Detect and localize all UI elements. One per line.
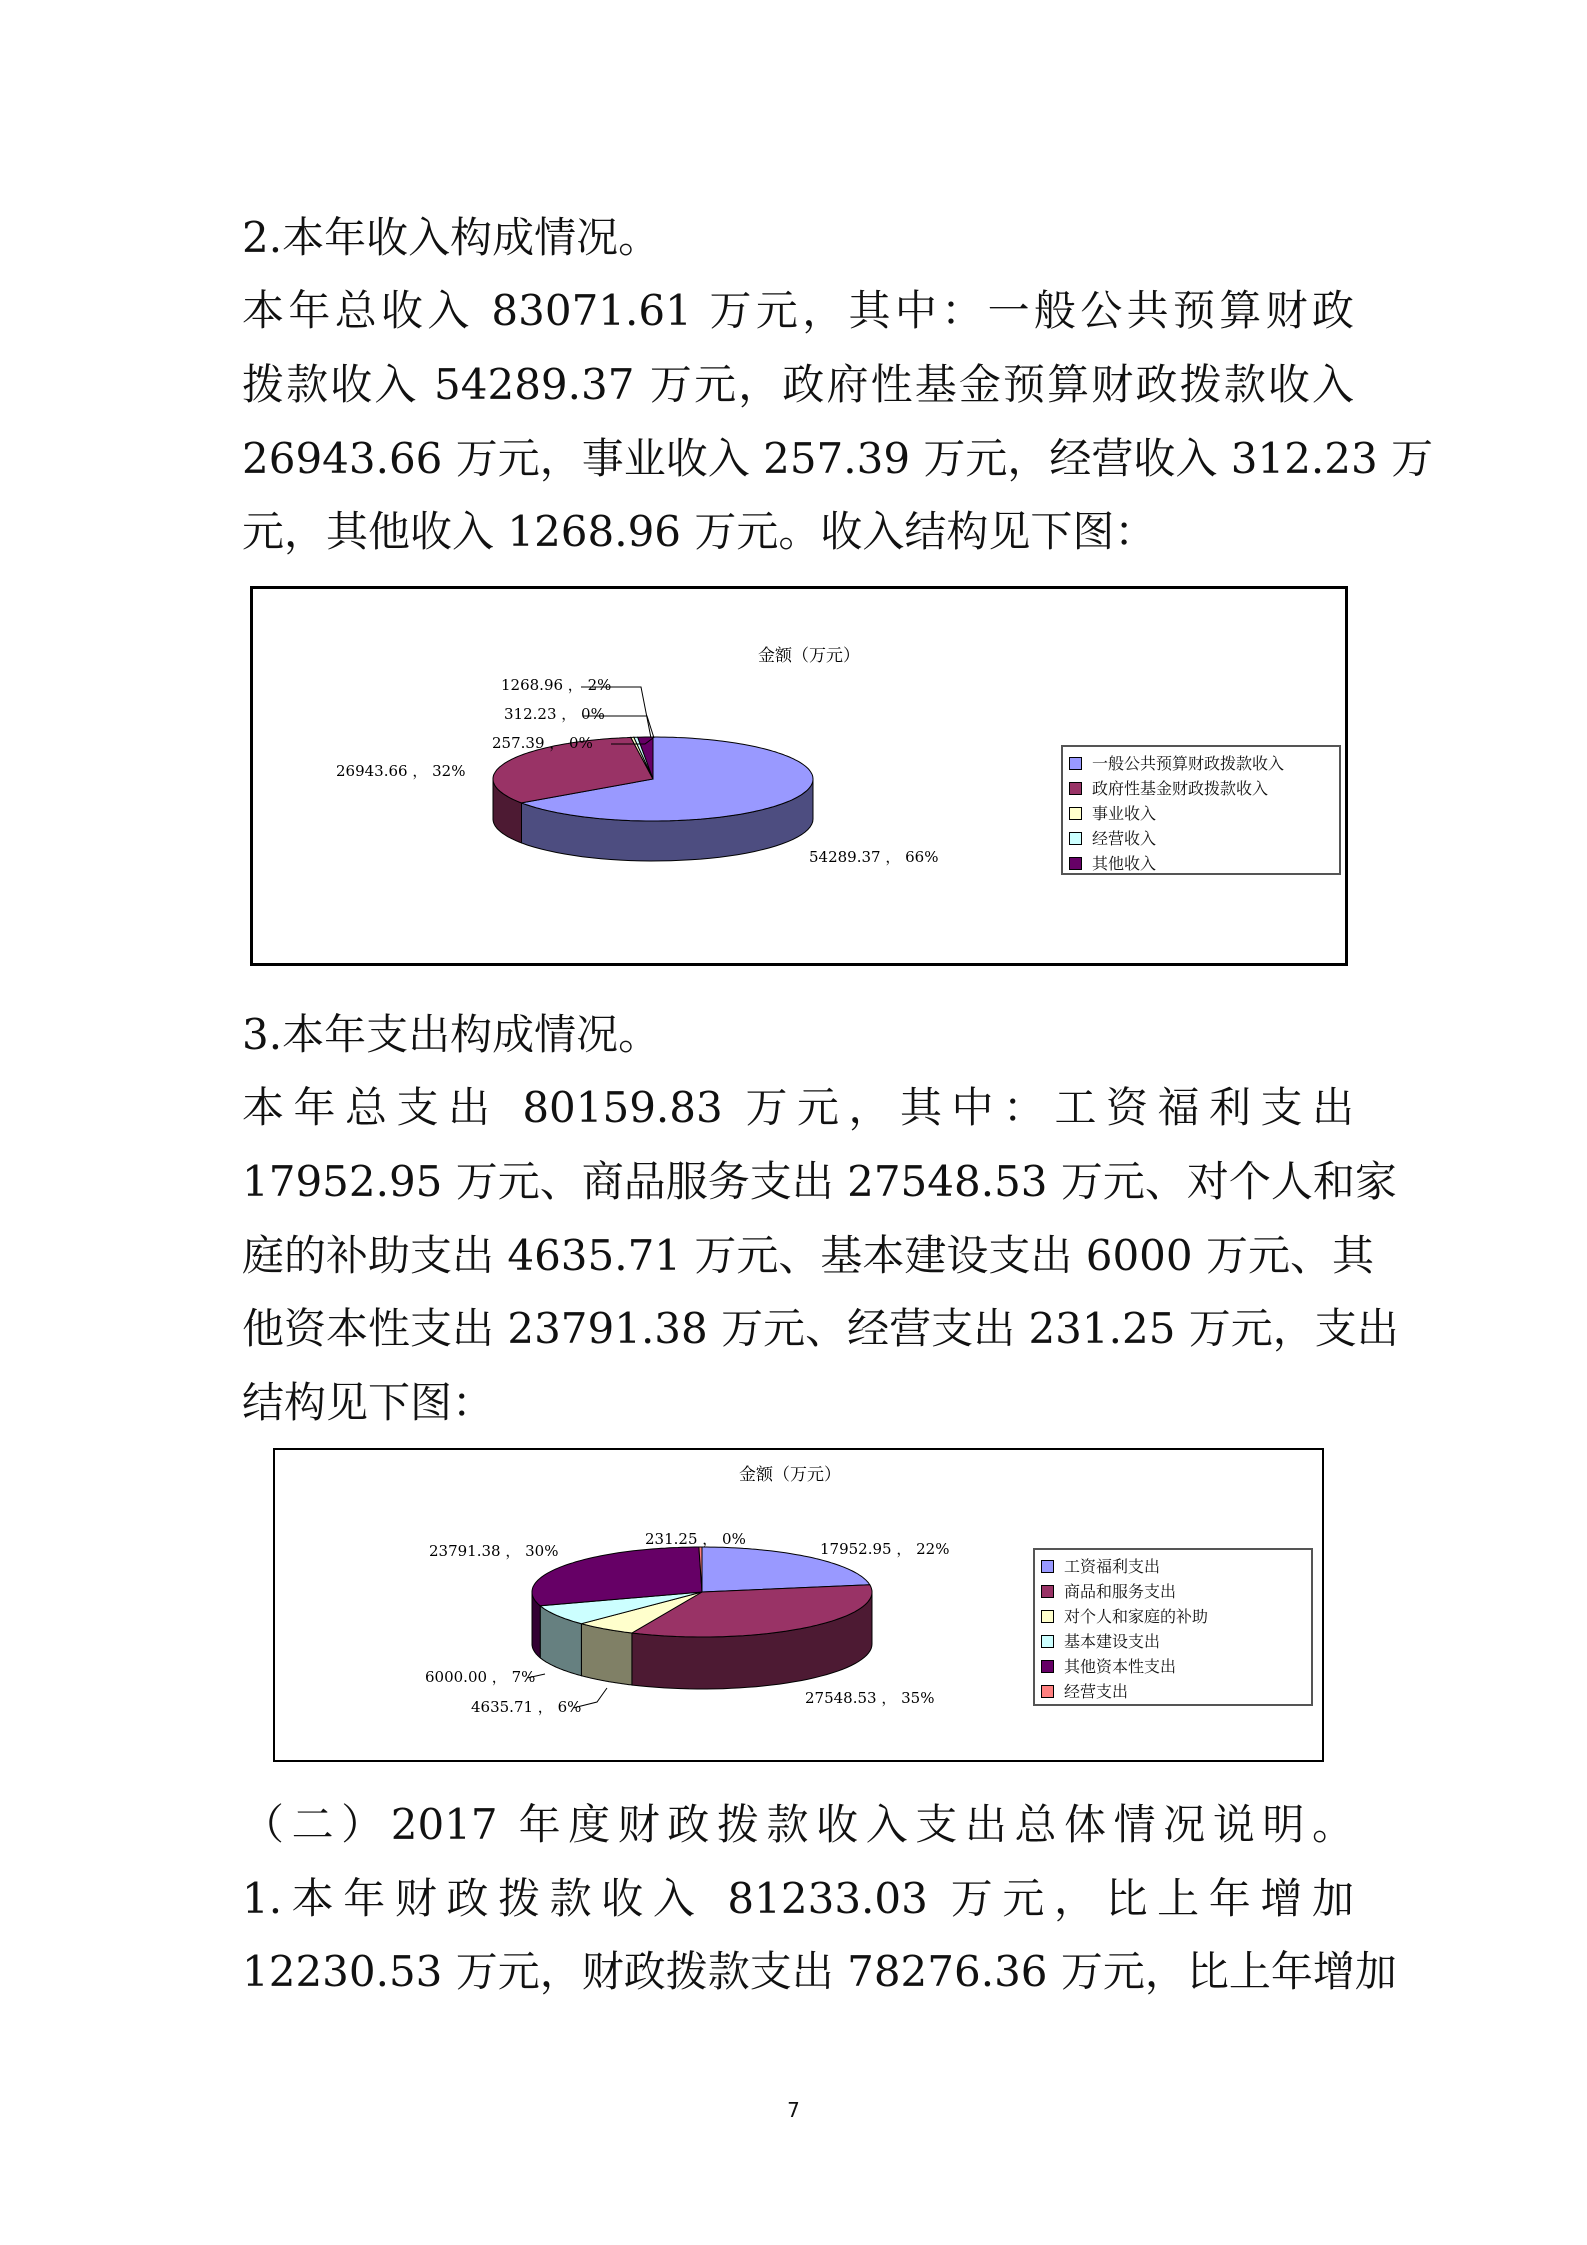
data-label-1-4: 23791.38 ， 30% <box>429 1542 559 1560</box>
legend-item-1-2 <box>1041 1604 1305 1629</box>
legend-swatch <box>1069 832 1082 845</box>
legend-swatch <box>1041 1585 1054 1598</box>
section3-heading: 3.本年支出构成情况。 <box>242 1010 661 1059</box>
legend-swatch <box>1041 1660 1054 1673</box>
legend-swatch <box>1069 857 1082 870</box>
chart-title: 金额（万元） <box>758 646 860 666</box>
legend-item-1-1 <box>1041 1579 1305 1604</box>
section3-line-3: 庭的补助支出 4635.71 万元、基本建设支出 6000 万元、其 <box>242 1231 1374 1280</box>
legend-swatch <box>1069 807 1082 820</box>
data-label-1-3: 6000.00 ， 7% <box>425 1668 536 1686</box>
legend-item-1-0 <box>1041 1554 1305 1579</box>
legend-item-1-3 <box>1041 1629 1305 1654</box>
data-label-0-0: 54289.37 ， 66% <box>809 848 939 866</box>
data-label-0-1: 26943.66 ， 32% <box>336 762 466 780</box>
legend-label: 经营支出 <box>1064 1682 1129 1701</box>
section3-line-2: 17952.95 万元、商品服务支出 27548.53 万元、对个人和家 <box>242 1157 1397 1206</box>
legend-item-1-4 <box>1041 1654 1305 1679</box>
legend-label: 一般公共预算财政拨款收入 <box>1092 754 1285 773</box>
section2-line-1: 本年总收入 83071.61 万元，其中：一般公共预算财政 <box>242 286 1354 335</box>
legend-label: 工资福利支出 <box>1064 1557 1161 1576</box>
legend-item-0-3 <box>1069 826 1333 851</box>
data-label-0-3: 312.23 ， 0% <box>504 705 605 723</box>
legend-swatch <box>1041 1635 1054 1648</box>
legend-item-0-2 <box>1069 801 1333 826</box>
section3-line-5: 结构见下图： <box>242 1378 495 1427</box>
data-label-1-0: 17952.95 ， 22% <box>820 1540 950 1558</box>
legend-swatch <box>1041 1560 1054 1573</box>
legend-label: 其他资本性支出 <box>1064 1657 1177 1676</box>
income-legend <box>1061 745 1341 875</box>
expenditure-pie-chart <box>273 1448 1324 1762</box>
legend-label: 对个人和家庭的补助 <box>1064 1607 1209 1626</box>
page-number: 7 <box>787 2098 800 2122</box>
legend-swatch <box>1069 757 1082 770</box>
legend-item-0-4 <box>1069 851 1333 876</box>
data-label-0-4: 1268.96 ， 2% <box>501 676 612 694</box>
data-label-0-2: 257.39 ， 0% <box>492 734 593 752</box>
legend-label: 基本建设支出 <box>1064 1632 1161 1651</box>
legend-item-0-0 <box>1069 751 1333 776</box>
section2-heading: 2.本年收入构成情况。 <box>242 213 661 262</box>
fiscal-heading: （二）2017 年度财政拨款收入支出总体情况说明。 <box>242 1800 1354 1849</box>
legend-swatch <box>1041 1685 1054 1698</box>
legend-label: 其他收入 <box>1092 854 1157 873</box>
expenditure-legend <box>1033 1548 1313 1706</box>
legend-label: 商品和服务支出 <box>1064 1582 1177 1601</box>
section3-line-1: 本年总支出 80159.83 万元，其中：工资福利支出 <box>242 1083 1354 1132</box>
section2-line-2: 拨款收入 54289.37 万元，政府性基金预算财政拨款收入 <box>242 360 1354 409</box>
data-label-1-1: 27548.53 ， 35% <box>805 1689 935 1707</box>
data-label-1-2: 4635.71 ， 6% <box>471 1698 582 1716</box>
chart-title: 金额（万元） <box>739 1465 841 1485</box>
fiscal-line-2: 12230.53 万元，财政拨款支出 78276.36 万元，比上年增加 <box>242 1947 1397 1996</box>
data-label-1-5: 231.25 ， 0% <box>645 1530 746 1548</box>
section3-line-4: 他资本性支出 23791.38 万元、经营支出 231.25 万元，支出 <box>242 1304 1399 1353</box>
pie-slice-side-1-2 <box>581 1624 632 1685</box>
legend-label: 经营收入 <box>1092 829 1157 848</box>
legend-item-1-5 <box>1041 1679 1305 1704</box>
legend-label: 政府性基金财政拨款收入 <box>1092 779 1269 798</box>
section2-line-4: 元，其他收入 1268.96 万元。收入结构见下图： <box>242 507 1157 556</box>
income-pie-chart <box>250 586 1348 966</box>
legend-swatch <box>1041 1610 1054 1623</box>
legend-label: 事业收入 <box>1092 804 1157 823</box>
section2-line-3: 26943.66 万元，事业收入 257.39 万元，经营收入 312.23 万 <box>242 434 1434 483</box>
pie-top-faces <box>532 1547 872 1637</box>
legend-item-0-1 <box>1069 776 1333 801</box>
legend-swatch <box>1069 782 1082 795</box>
fiscal-line-1: 1.本年财政拨款收入 81233.03 万元，比上年增加 <box>242 1874 1354 1923</box>
